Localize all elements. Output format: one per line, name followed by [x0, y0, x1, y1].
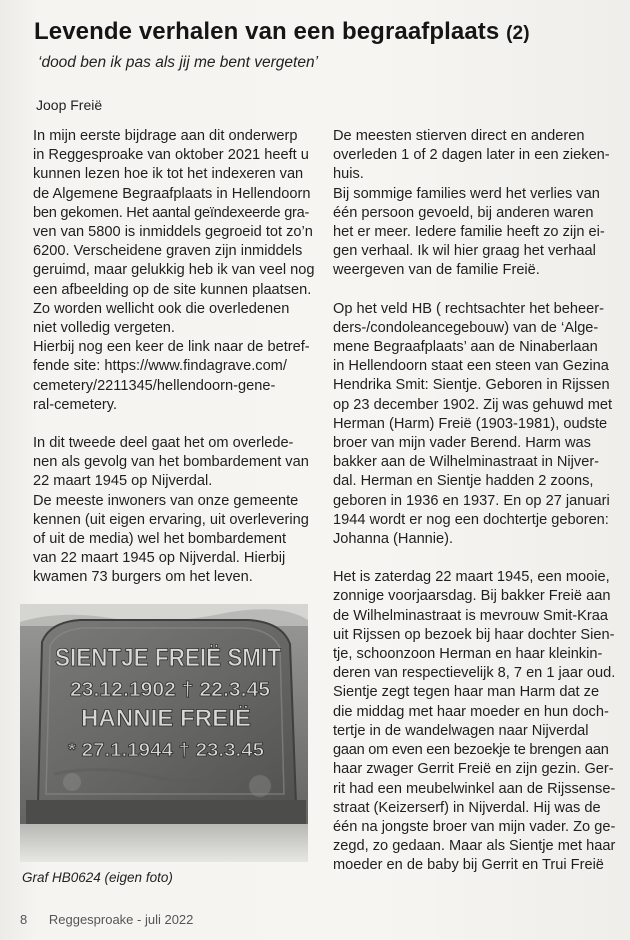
text-line: gen verhaal. Ik wil hier graag het verhaal [333, 243, 596, 260]
text-line: De meesten stierven direct en anderen [333, 128, 585, 144]
text-line: In mijn eerste bijdrage aan dit onderwerp [33, 128, 298, 144]
magazine-name: Reggesproake - juli 2022 [48, 912, 194, 927]
text-line: dal. Herman en Sientje hadden 2 zoons, [333, 473, 594, 490]
text-line: geboren in 1936 en 1937. En op 27 januari [333, 492, 610, 509]
text-line: deren van respectievelijk 8, 7 en 1 jaar oud. [333, 665, 616, 682]
paragraph [333, 300, 616, 550]
text-line: Hendrika Smit: Sientje. Geboren in Rijssen [333, 377, 610, 394]
text-line: Op het veld HB ( rechtsachter het beheer- [333, 300, 604, 317]
page-footer [20, 912, 193, 927]
gravestone-image [20, 604, 308, 862]
text-line: ben gekomen. Het aantal geïndexeerde gra- [33, 204, 310, 221]
text-line: broer van mijn vader Berend. Harm was [333, 435, 591, 452]
text-line: één na jongste broer van mijn vader. Zo ge- [333, 818, 616, 835]
text-line: ral-cemetery. [33, 396, 118, 413]
paragraph [333, 568, 616, 875]
text-line: gaan om even een bezoekje te brengen aan [333, 742, 609, 759]
text-line: tje, schoonzoon Herman en haar kleinkin- [333, 646, 603, 663]
article-title [34, 18, 530, 46]
text-line: Sientje zegt tegen haar man Harm dat ze [333, 684, 600, 701]
paragraph-gap [333, 281, 616, 300]
text-line: van 22 maart 1945 op Nijverdal. Hierbij [33, 550, 286, 567]
stone-dates-line: 23.12.1902 † 22.3.45 [70, 679, 270, 701]
text-line: niet volledig vergeten. [33, 320, 175, 337]
text-line: of uit de media) wel het bombardement [33, 531, 287, 548]
stone-child-name: HANNIE FREIË [81, 705, 251, 732]
text-line: Herman (Harm) Freië (1903-1981), oudste [333, 415, 608, 432]
text-line: het er meer. Iedere familie heeft zo zijn ei- [333, 224, 605, 241]
text-line: huis. [333, 166, 364, 183]
paragraph [33, 434, 315, 492]
text-line: op 23 december 1902. Zij was gehuwd met [333, 396, 613, 413]
text-line: overleden 1 of 2 dagen later in een zieken- [333, 147, 610, 164]
text-line: kennen (uit eigen ervaring, uit overlevering [33, 511, 309, 528]
text-line: 22 maart 1945 op Nijverdal. [33, 473, 213, 490]
text-line: fende site: https://www.findagrave.com/ [33, 358, 287, 375]
text-line: nen als gevolg van het bombardement van [33, 454, 309, 471]
right-column [333, 127, 616, 876]
left-column [33, 127, 315, 588]
article-author: Joop Freië [36, 97, 103, 113]
text-line: een afbeelding op de site kunnen plaatsen. [33, 281, 312, 298]
text-line: tertje in de wandelwagen naar Nijverdal [333, 722, 589, 739]
text-line: straat (Keizerserf) in Nijverdal. Hij was de [333, 799, 601, 816]
text-line: Bij sommige families werd het verlies van [333, 185, 600, 202]
text-line: de Wilhelminastraat is mevrouw Smit-Kraa [333, 607, 608, 624]
article-subtitle: ‘dood ben ik pas als jij me bent vergeten’ [38, 54, 319, 71]
title-part: (2) [506, 23, 530, 44]
text-line: rit had een meubelwinkel aan de Rijssense- [333, 780, 616, 797]
text-line: Het is zaterdag 22 maart 1945, een mooie, [333, 569, 610, 586]
text-line: één persoon gevoeld, bij anderen waren [333, 204, 594, 221]
paragraph-gap [333, 549, 616, 568]
text-line: Johanna (Hannie). [333, 531, 454, 548]
text-line: mene Begraafplaats’ aan de Ninaberlaan [333, 339, 598, 356]
text-line: zegd, zo gedaan. Maar als Sientje met haar [333, 838, 616, 855]
paragraph [33, 338, 315, 415]
stone-name-line: SIENTJE FREIË SMIT [55, 644, 281, 672]
text-line: cemetery/2211345/hellendoorn-gene- [33, 377, 276, 394]
text-line: geruimd, maar gelukkig heb ik van veel nog [33, 262, 315, 279]
text-line: 6200. Verscheidene graven zijn inmiddels [33, 243, 303, 260]
text-line: moeder en de baby bij Gerrit en Trui Freië [333, 857, 604, 874]
text-line: kunnen lezen hoe ik tot het indexeren van [33, 166, 304, 183]
title-text: Levende verhalen van een begraafplaats [34, 18, 500, 45]
text-line: uit Rijssen op bezoek bij haar dochter Sien- [333, 626, 615, 643]
text-line: haar zwager Gerrit Freië en zijn gezin. Ger- [333, 761, 614, 778]
text-line: in Reggesproake van oktober 2021 heeft u [33, 147, 309, 164]
text-line: Zo worden wellicht ook die overledenen [33, 300, 290, 317]
gravestone-photo [20, 604, 308, 862]
text-line: kwamen 73 burgers om het leven. [33, 569, 253, 586]
paragraph-gap [33, 415, 315, 434]
paragraph [33, 492, 315, 588]
text-line: weergeven van de familie Freië. [333, 262, 540, 279]
text-line: 1944 wordt er nog een dochtertje geboren: [333, 511, 609, 528]
paragraph [333, 185, 616, 281]
stone-child-dates: * 27.1.1944 † 23.3.45 [68, 740, 264, 760]
text-line: De meeste inwoners van onze gemeente [33, 492, 299, 509]
text-line: die middag met haar moeder en hun doch- [333, 703, 609, 720]
paragraph [33, 127, 315, 338]
text-line: ders-/condoleancegebouw) van de ‘Alge- [333, 319, 599, 336]
text-line: bakker aan de Wilhelminastraat in Nijver- [333, 454, 600, 471]
text-line: In dit tweede deel gaat het om overlede- [33, 435, 294, 452]
paragraph [333, 127, 616, 185]
photo-caption: Graf HB0624 (eigen foto) [22, 870, 173, 885]
text-line: de Algemene Begraafplaats in Hellendoorn [33, 185, 311, 202]
text-line: zonnige voorjaarsdag. Bij bakker Freië aan [333, 588, 611, 605]
page-number: 8 [20, 912, 28, 927]
text-line: ven van 5800 is inmiddels gegroeid tot zo’n [33, 224, 313, 241]
text-line: in Hellendoorn staat een steen van Gezina [333, 358, 609, 375]
text-line: Hierbij nog een keer de link naar de betref- [33, 339, 310, 356]
